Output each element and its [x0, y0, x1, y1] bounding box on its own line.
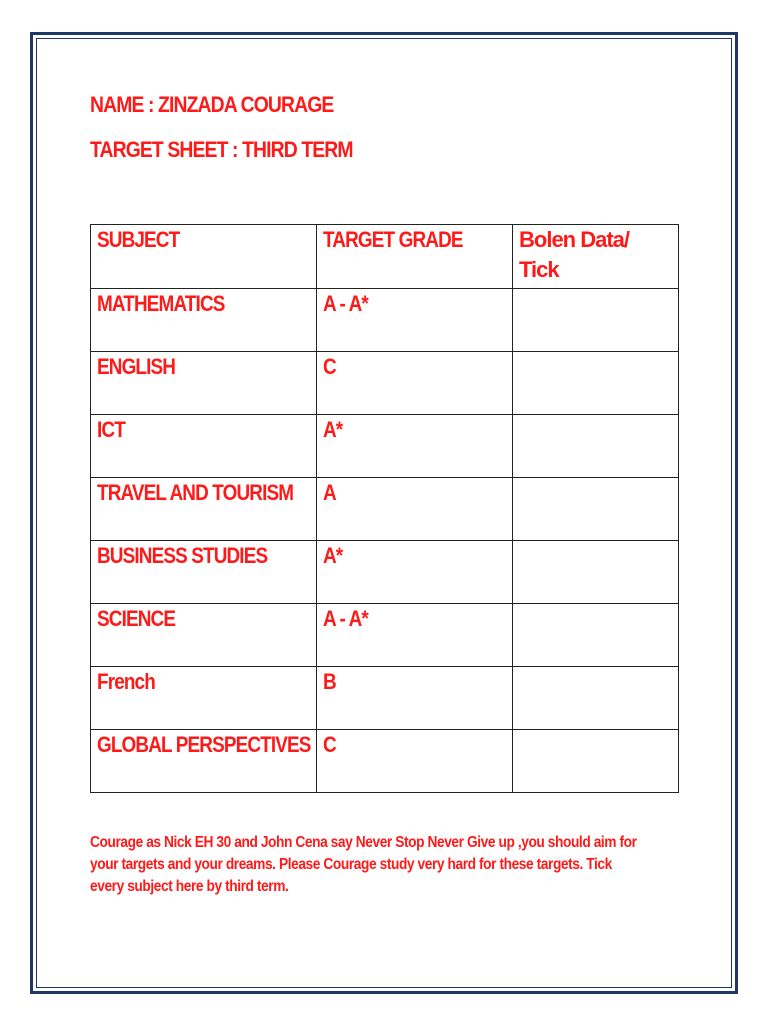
tick-cell[interactable] — [513, 667, 679, 730]
student-name-heading: NAME : ZINZADA COURAGE — [90, 92, 334, 117]
grade-cell: A* — [317, 541, 513, 604]
tick-cell[interactable] — [513, 604, 679, 667]
tick-cell[interactable] — [513, 352, 679, 415]
table-row — [91, 730, 679, 793]
grade-cell: B — [317, 667, 513, 730]
target-grades-table — [90, 224, 679, 793]
table-row — [91, 289, 679, 352]
table-row — [91, 541, 679, 604]
column-header-target-grade: TARGET GRADE — [317, 225, 513, 289]
subject-cell: French — [91, 667, 317, 730]
tick-cell[interactable] — [513, 415, 679, 478]
table-row — [91, 667, 679, 730]
tick-cell[interactable] — [513, 289, 679, 352]
table-header-row — [91, 225, 679, 289]
tick-cell[interactable] — [513, 730, 679, 793]
subject-cell: BUSINESS STUDIES — [91, 541, 317, 604]
subject-cell: SCIENCE — [91, 604, 317, 667]
grade-cell: A - A* — [317, 289, 513, 352]
grade-cell: A - A* — [317, 604, 513, 667]
grade-cell: C — [317, 352, 513, 415]
subject-cell: MATHEMATICS — [91, 289, 317, 352]
table-row — [91, 415, 679, 478]
subject-cell: ENGLISH — [91, 352, 317, 415]
subject-cell: ICT — [91, 415, 317, 478]
subject-cell: GLOBAL PERSPECTIVES — [91, 730, 317, 793]
target-sheet-heading: TARGET SHEET : THIRD TERM — [90, 137, 353, 162]
grade-cell: A* — [317, 415, 513, 478]
tick-cell[interactable] — [513, 541, 679, 604]
column-header-tick: Bolen Data/ Tick — [513, 225, 679, 289]
motivational-note: Courage as Nick EH 30 and John Cena say Never Stop Never Give up ,you should aim for your targets and your dreams. Please Courage study very hard for these targets. Tick every subject here by third term. — [90, 834, 637, 895]
grade-cell: C — [317, 730, 513, 793]
table-row — [91, 352, 679, 415]
table-row — [91, 478, 679, 541]
subject-cell: TRAVEL AND TOURISM — [91, 478, 317, 541]
grade-cell: A — [317, 478, 513, 541]
tick-cell[interactable] — [513, 478, 679, 541]
table-row — [91, 604, 679, 667]
column-header-subject: SUBJECT — [91, 225, 317, 289]
